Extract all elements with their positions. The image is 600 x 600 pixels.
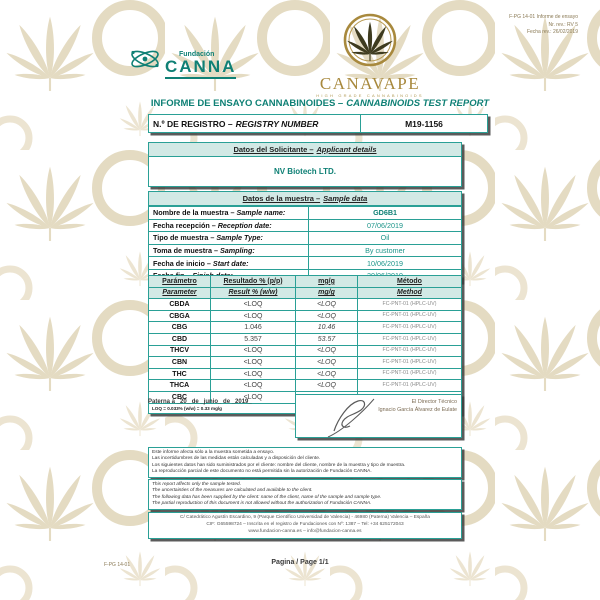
sample-value: Oil (308, 232, 461, 244)
col-parameter: Parameter (162, 289, 197, 297)
sample-row-name (149, 206, 461, 219)
mgg-cell: 10.46 (295, 322, 357, 333)
sample-label-en: Sampling: (219, 245, 255, 255)
mgg-cell: <LOQ (295, 346, 357, 357)
method-cell: FC-PNT-01 (HPLC-UV) (357, 380, 461, 391)
result-row-cbga (149, 310, 461, 322)
sample-header-es: Datos de la muestra – (242, 194, 321, 203)
col-mgg-en: mg/g (318, 289, 335, 297)
col-parametro: Parámetro (162, 277, 197, 285)
mgg-cell: <LOQ (295, 311, 357, 322)
method-cell: FC-PNT-01 (HPLC-UV) (357, 369, 461, 380)
pct-cell: <LOQ (210, 311, 295, 322)
result-row-thc (149, 368, 461, 380)
sample-row-type (149, 231, 461, 244)
col-metodo: Método (397, 277, 422, 285)
applicant-header-en: Applicant details (316, 145, 377, 154)
registry-number-bar (148, 114, 488, 133)
sample-value: 10/06/2019 (308, 257, 461, 269)
disclaimer-line: La reproducción parcial de este documento no está permitida sin la autorización de Fundación CANNA. (152, 468, 372, 474)
fundacion-canna-logo (128, 44, 258, 79)
disclaimer-spanish-box (148, 447, 462, 478)
disclaimer-english-box (148, 479, 462, 510)
col-method: Method (397, 289, 422, 297)
pct-cell: <LOQ (210, 380, 295, 391)
disclaimer-line: Este informe afecta sólo a la muestra sometida a ensayo. (152, 450, 275, 455)
param-cell: CBN (171, 358, 188, 366)
sample-label-en: Reception date: (217, 220, 272, 230)
canavape-logo (300, 13, 440, 98)
col-mgg: mg/g (318, 277, 335, 285)
disclaimer-line: The following data has been supplied by the client: name of the client, name of the sample and sample type. (152, 494, 382, 500)
method-cell: FC-PNT-01 (HPLC-UV) (357, 322, 461, 333)
result-row-cbn (149, 356, 461, 368)
registry-label (149, 115, 360, 132)
loq-footnote: LOQ = 0.033% (w/w) = 0.33 mg/g (149, 403, 461, 413)
disclaimer-line: Las incertidumbres de las medidas están calculadas y a disposición del cliente. (152, 456, 321, 462)
sample-label-es: Toma de muestra – (153, 245, 218, 255)
pct-cell: <LOQ (210, 346, 295, 357)
result-row-cbg (149, 321, 461, 333)
param-cell: CBG (171, 324, 188, 332)
pct-cell: 1.046 (210, 322, 295, 333)
mgg-cell: <LOQ (295, 357, 357, 368)
signer-name: Ignacio García Álvarez de Eulate (378, 407, 457, 414)
sample-header-en: Sample data (323, 194, 368, 203)
disclaimer-line: The uncertainties of the measures are calculated and available to the client. (152, 488, 313, 494)
col-resultado: Resultado % (p/p) (223, 277, 283, 285)
param-cell: CBC (171, 393, 188, 401)
doc-ref-line: F-PG 14-01 Informe de ensayo (509, 14, 578, 20)
param-cell: THCA (169, 382, 190, 390)
doc-ref-line: Nr. rev.: RV 5 (548, 21, 578, 28)
disclaimer-line: The partial reproduction of this document is not allowed without the authorization of Fundación CANNA. (152, 500, 372, 506)
method-cell: FC-PNT-01 (HPLC-UV) (357, 299, 461, 310)
applicant-name: NV Biotech LTD. (273, 167, 337, 176)
registry-label-en: REGISTRY NUMBER (235, 118, 319, 129)
sample-value: By customer (308, 245, 461, 257)
cannabis-leaf-ring-icon (341, 56, 399, 73)
method-cell: FC-PNT-01 (HPLC-UV) (357, 346, 461, 357)
pct-cell: <LOQ (210, 299, 295, 310)
report-title (20, 98, 600, 109)
report-title-es: INFORME DE ENSAYO CANNABINOIDES – (150, 98, 344, 109)
pct-cell: <LOQ (210, 392, 295, 403)
pct-cell: 5.357 (210, 334, 295, 345)
doc-ref-line: Fecha rev.: 26/02/2019 (526, 29, 578, 35)
canavape-logo-name-text: CANAVAPE (319, 74, 421, 93)
sample-label-en: Sample name: (236, 208, 286, 218)
disclaimer-line: This report affects only the sample tested. (152, 482, 242, 487)
result-row-cbd (149, 333, 461, 345)
address-box (148, 512, 462, 539)
disclaimer-line: Los siguientes datos han sido suministrados por el cliente: nombre del cliente, nombre de la muestra y tipo de muestra. (152, 462, 406, 468)
mgg-cell: <LOQ (295, 380, 357, 391)
param-cell: CBGA (169, 312, 190, 320)
footer-page-number: Pagina / Page 1/1 (271, 559, 329, 566)
sample-data-box (148, 191, 462, 282)
sample-label-es: Fecha de inicio – (153, 258, 211, 268)
registry-label-es: N.º DE REGISTRO – (153, 118, 233, 129)
report-title-en: CANNABINOIDS TEST REPORT (346, 98, 490, 109)
mgg-cell: 53.57 (295, 334, 357, 345)
footer-doc-code: F-PG 14-01 (104, 562, 131, 568)
pct-cell: <LOQ (210, 357, 295, 368)
applicant-header-es: Datos del Solicitante – (233, 145, 314, 154)
param-cell: CBD (171, 335, 188, 343)
sample-label-en: Sample Type: (216, 233, 263, 243)
method-cell: FC-PNT-01 (HPLC-UV) (357, 334, 461, 345)
sample-label-es: Fecha recepción – (153, 220, 216, 230)
mgg-cell: <LOQ (295, 369, 357, 380)
result-row-cbda (149, 298, 461, 310)
sample-label-es: Nombre de la muestra – (153, 208, 235, 218)
pct-cell: <LOQ (210, 369, 295, 380)
document-reference (509, 14, 578, 37)
result-row-thcv (149, 345, 461, 357)
sample-row-start-date (149, 256, 461, 269)
place-date-line: Paterna a _20_ de _junio_ de _2019_ (148, 399, 252, 405)
canna-logo-name-text: CANNA (165, 58, 236, 79)
atom-icon (128, 44, 162, 79)
results-header-row-en (149, 287, 461, 299)
result-row-thca (149, 379, 461, 391)
sample-row-reception-date (149, 219, 461, 232)
sample-row-sampling (149, 244, 461, 257)
canavape-logo-tagline: HIGH GRADE CANNABINOIDS (316, 93, 424, 98)
sample-label-es: Tipo de muestra – (153, 233, 215, 243)
signer-block (378, 398, 457, 414)
param-cell: THCV (169, 347, 190, 355)
method-cell: FC-PNT-01 (HPLC-UV) (357, 357, 461, 368)
sample-value: GD6B1 (308, 207, 461, 219)
sample-value: 07/06/2019 (308, 220, 461, 232)
sample-label-en: Start date: (212, 258, 249, 268)
param-cell: CBDA (169, 300, 190, 308)
mgg-cell: <LOQ (295, 299, 357, 310)
signer-title: El Director Técnico (411, 399, 457, 405)
results-table (148, 275, 462, 414)
applicant-details-header (149, 143, 461, 157)
method-cell: FC-PNT-01 (HPLC-UV) (357, 311, 461, 322)
address-line: www.fundacion-canna.es – info@fundacion-canna.es (248, 528, 362, 534)
address-line: CIF: G65598724 – Inscrita en el registro de Fundaciones con Nº: 1387 – Tel: +34 625172043 (206, 521, 404, 527)
canna-logo-fundacion-text: Fundación (179, 51, 215, 59)
applicant-details-box (148, 142, 462, 187)
sample-data-header (149, 192, 461, 206)
registry-number-value: M19-1156 (360, 115, 487, 132)
results-header-row-es (149, 276, 461, 287)
col-result: Result % (w/w) (228, 289, 278, 297)
param-cell: THC (172, 370, 187, 378)
signature-box (295, 394, 462, 438)
address-line: C/ Catedrático Agustín Escardino, 9 (Parque Científico Universidad de Valencia) - 46980 (Paterna) Valencia – España (180, 515, 430, 520)
